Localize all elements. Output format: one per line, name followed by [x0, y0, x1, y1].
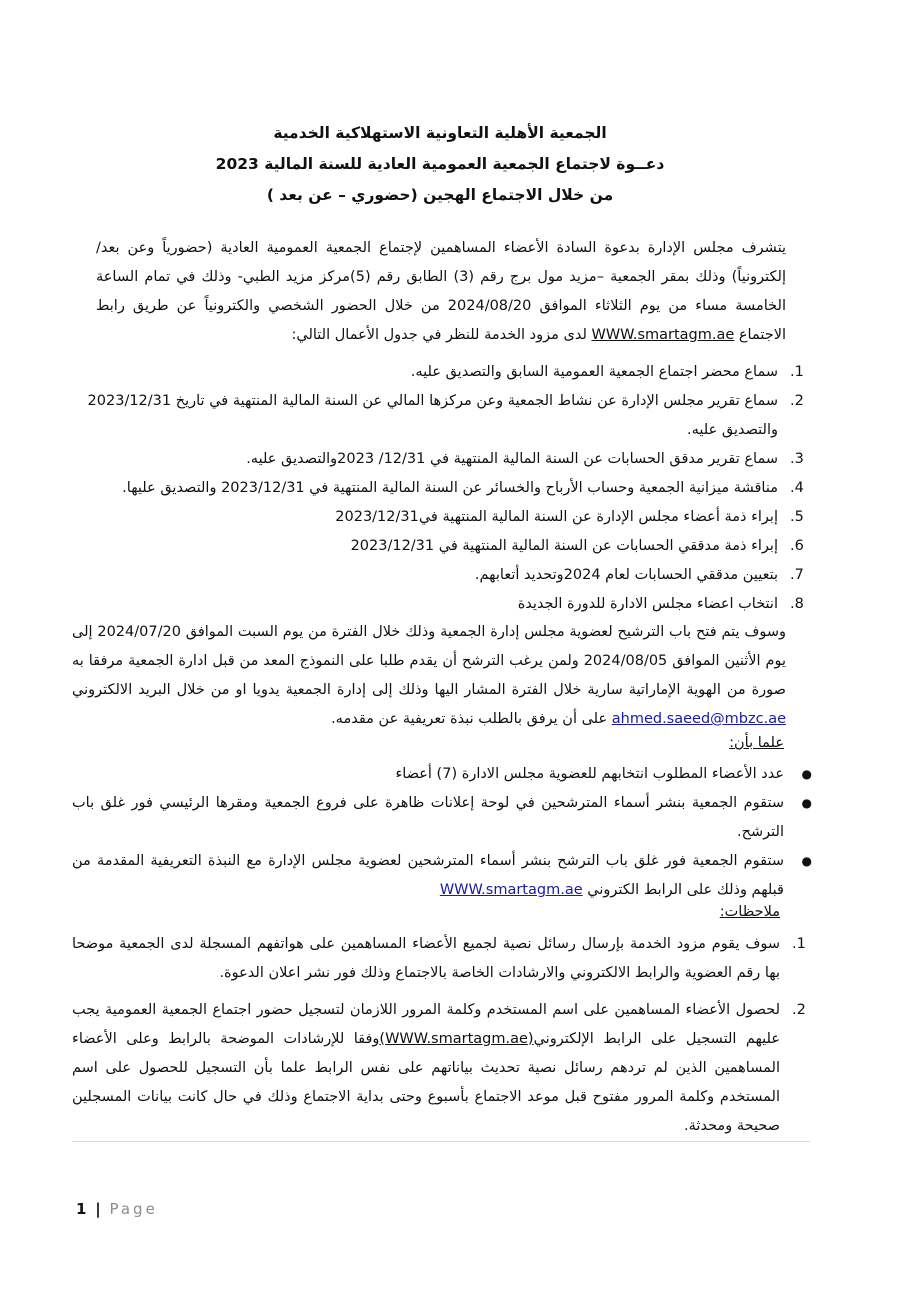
- meeting-link[interactable]: WWW.smartagm.ae: [591, 327, 735, 343]
- agenda-text: سماع تقرير مجلس الإدارة عن نشاط الجمعية وعن مركزها المالي عن السنة المالية المنتهية في تاريخ 2023/12/31 والتصديق عليه.: [87, 393, 778, 438]
- agenda-text: سماع تقرير مدقق الحسابات عن السنة المالية المنتهية في 12/31/ 2023والتصديق عليه.: [246, 451, 778, 467]
- bullet-icon: ●: [801, 767, 812, 781]
- note-number: 1.: [792, 936, 806, 952]
- agenda-item: [70, 358, 820, 387]
- intro-text: يتشرف مجلس الإدارة بدعوة السادة الأعضاء المساهمين لإجتماع الجمعية العمومية العادية (حضورياً وعن بعد/ إلكترونياً) وذلك بمقر الجمعية –مزيد مول برج رقم (3) الطابق رقم (5)مركز مزيد الطبي- وذلك في تمام الساعة الخامسة مساء من يوم الثلاثاء الموافق 2024/08/20 من خلال الحضور الشخصي والكترونياً عن طريق رابط الاجتماع: [96, 240, 786, 343]
- agenda-item: [70, 445, 820, 474]
- notes-list: [72, 930, 822, 1141]
- notice-text: ستقوم الجمعية بنشر أسماء المترشحين في لوحة إعلانات ظاهرة على فروع الجمعية ومقرها الرئيسي فور غلق باب الترشح.: [72, 795, 784, 840]
- agenda-item: [70, 387, 820, 445]
- agenda-number: 1.: [790, 364, 804, 380]
- page-label: Page: [109, 1200, 158, 1218]
- agenda-text: انتخاب اعضاء مجلس الادارة للدورة الجديدة: [517, 596, 778, 612]
- agenda-item: [70, 561, 820, 590]
- association-name: الجمعية الأهلية التعاونية الاستهلاكية الخدمية: [273, 124, 607, 142]
- notice-text: عدد الأعضاء المطلوب انتخابهم للعضوية مجلس الادارة (7) أعضاء: [395, 766, 784, 782]
- page-footer: [76, 1200, 158, 1218]
- nomination-text-end: على أن يرفق بالطلب نبذة تعريفية عن مقدمه.: [331, 711, 608, 727]
- nomination-paragraph: [72, 618, 786, 734]
- agenda-item: [70, 532, 820, 561]
- document-header: [120, 118, 760, 211]
- note-item: [72, 930, 822, 988]
- footer-divider: [72, 1141, 810, 1142]
- notice-item: [72, 760, 820, 789]
- note-text: لحصول الأعضاء المساهمين على اسم المستخدم وكلمة المرور اللازمان لتسجيل حضور اجتماع الجمعية العمومية يجب عليهم التسجيل على الرابط الإلكتروني: [72, 1002, 780, 1047]
- page-number: 1: [76, 1200, 87, 1218]
- agenda-text: بتعيين مدققي الحسابات لعام 2024وتحديد أتعابهم.: [474, 567, 778, 583]
- notice-text: ستقوم الجمعية فور غلق باب الترشح بنشر أسماء المترشحين لعضوية مجلس الإدارة مع النبذة التعريفية المقدمة من قبلهم وذلك على الرابط الكتروني: [72, 853, 784, 898]
- agenda-text: مناقشة ميزانية الجمعية وحساب الأرباح والخسائر عن السنة المالية المنتهية في 2023/12/31 والتصديق عليها.: [122, 480, 778, 496]
- agenda-number: 2.: [790, 393, 804, 409]
- bullet-icon: ●: [801, 854, 812, 868]
- agenda-item: [70, 503, 820, 532]
- agenda-text: إبراء ذمة أعضاء مجلس الإدارة عن السنة المالية المنتهية في2023/12/31: [335, 509, 778, 525]
- meeting-type: من خلال الاجتماع الهجين (حضوري – عن بعد ): [266, 186, 614, 204]
- note-text: سوف يقوم مزود الخدمة بإرسال رسائل نصية لجميع الأعضاء المساهمين على هواتفهم المسجلة لدى الجمعية موضحا بها رقم العضوية والرابط الالكتروني والارشادات الخاصة بالاجتماع وذلك فور نشر اعلان الدعوة.: [72, 936, 780, 981]
- agenda-item: [70, 474, 820, 503]
- agenda-number: 7.: [790, 567, 804, 583]
- note-text-end: وفقا للإرشادات الموضحة بالرابط وعلى الأعضاء المساهمين الذين لم تردهم رسائل نصية تحديث بياناتهم على نفس الرابط علما بأن التسجيل للحصول على اسم المستخدم وكلمة المرور مفتوح قبل موعد الاجتماع بأسبوع وحتى بداية الاجتماع وذلك في حال كانت بيانات المسجلين صحيحة ومحدثة.: [72, 1031, 780, 1134]
- intro-paragraph: [96, 234, 786, 350]
- email-link[interactable]: ahmed.saeed@mbzc.ae: [611, 711, 786, 727]
- agenda-number: 8.: [790, 596, 804, 612]
- notice-list: [72, 760, 820, 905]
- note-item: [72, 996, 822, 1141]
- agenda-item: [70, 590, 820, 619]
- agenda-number: 6.: [790, 538, 804, 554]
- intro-text-end: لدى مزود الخدمة للنظر في جدول الأعمال التالي:: [291, 327, 587, 343]
- agenda-number: 3.: [790, 451, 804, 467]
- agenda-text: إبراء ذمة مدققي الحسابات عن السنة المالية المنتهية في 2023/12/31: [350, 538, 778, 554]
- note-number: 2.: [792, 1002, 806, 1018]
- notice-heading: علما بأن:: [729, 735, 784, 751]
- agenda-text: سماع محضر اجتماع الجمعية العمومية السابق والتصديق عليه.: [410, 364, 778, 380]
- registration-link[interactable]: (WWW.smartagm.ae): [379, 1031, 534, 1047]
- bullet-icon: ●: [801, 796, 812, 810]
- notice-item: [72, 789, 820, 847]
- agenda-number: 5.: [790, 509, 804, 525]
- agenda-list: [70, 358, 820, 619]
- notice-item: [72, 847, 820, 905]
- agenda-number: 4.: [790, 480, 804, 496]
- invitation-title: دعــوة لاجتماع الجمعية العمومية العادية للسنة المالية 2023: [215, 155, 665, 173]
- candidates-link[interactable]: WWW.smartagm.ae: [439, 882, 583, 898]
- footer-separator: |: [95, 1200, 101, 1218]
- nomination-text: وسوف يتم فتح باب الترشيح لعضوية مجلس إدارة الجمعية وذلك خلال الفترة من يوم السبت الموافق 2024/07/20 إلى يوم الأثنين الموافق 2024/08/05 ولمن يرغب الترشح أن يقدم طلبا على النموذج المعد من قبل ادارة الجمعية مرفقا به صورة من الهوية الإماراتية سارية خلال الفترة المشار اليها وذلك إلى إدارة الجمعية يدويا او من خلال البريد الالكتروني: [72, 624, 787, 698]
- notes-heading: ملاحظات:: [719, 904, 780, 920]
